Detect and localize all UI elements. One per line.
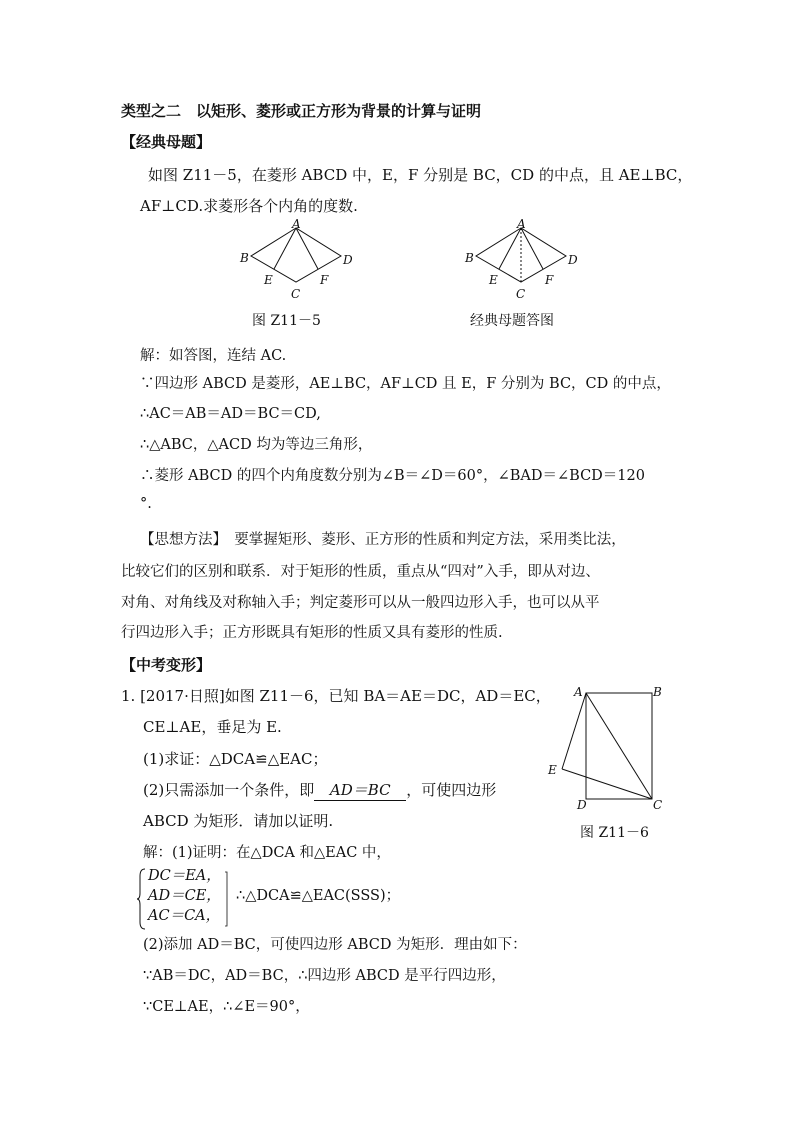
point-label-f: F: [545, 273, 554, 287]
variant-solution-part2-line2: ∵AB＝DC，AD＝BC，∴四边形 ABCD 是平行四边形，: [143, 968, 506, 984]
segment-ae: [274, 228, 296, 269]
variant-part2-line2: ABCD 为矩形．请加以证明.: [143, 812, 334, 830]
method-line1: 【思想方法】 要掌握矩形、菱形、正方形的性质和判定方法，采用类比法，: [140, 532, 626, 548]
segment-ae: [562, 693, 586, 769]
classic-solution-line6: °.: [140, 496, 152, 512]
method-line4: 行四边形入手；正方形既具有矩形的性质又具有菱形的性质.: [121, 625, 503, 641]
classic-solution-line3: ∴AC＝AB＝AD＝BC＝CD,: [140, 406, 321, 422]
segment-af: [296, 228, 318, 269]
point-label-e: E: [264, 273, 273, 287]
figure1-caption: 图 Z11－5: [252, 313, 321, 329]
point-label-c: C: [516, 287, 526, 301]
point-label-a: A: [517, 218, 526, 231]
variant-part2: [143, 780, 496, 801]
point-label-e: E: [489, 273, 498, 287]
point-label-a: A: [574, 685, 583, 699]
equation-system: [148, 866, 221, 926]
system-right-bracket: [224, 868, 232, 930]
system-eq-1: DC＝EA，: [148, 868, 221, 884]
system-brace: [137, 868, 147, 930]
variant-part2-prefix: (2)只需添加一个条件，即: [143, 781, 315, 799]
figure-z11-5-rhombus: [236, 218, 356, 304]
point-label-b: B: [465, 251, 474, 265]
point-label-c: C: [291, 287, 301, 301]
answer-blank: AD＝BC: [314, 780, 406, 801]
section-title: 类型之二 以矩形、菱形或正方形为背景的计算与证明: [121, 102, 482, 120]
variant-problem-line1: 1. [2017·日照]如图 Z11－6，已知 BA＝AE＝DC，AD＝EC，: [121, 687, 551, 705]
point-label-c: C: [653, 798, 663, 810]
point-label-b: B: [240, 251, 249, 265]
figure2-caption: 经典母题答图: [470, 313, 554, 329]
variant-part2-suffix: ，可使四边形: [406, 781, 497, 799]
classic-header: 【经典母题】: [121, 133, 212, 151]
diagonal-ac: [586, 693, 652, 799]
variant-problem-line2: CE⊥AE，垂足为 E.: [143, 718, 282, 736]
point-label-d: D: [577, 798, 587, 810]
figure3-caption: 图 Z11－6: [580, 825, 649, 841]
classic-problem-line2: AF⊥CD.求菱形各个内角的度数.: [140, 197, 358, 215]
point-label-d: D: [343, 253, 353, 267]
segment-af: [521, 228, 543, 269]
point-label-e: E: [548, 763, 557, 777]
variant-solution-intro: 解：(1)证明：在△DCA 和△EAC 中，: [143, 845, 391, 861]
variant-solution-part2-line3: ∵CE⊥AE，∴∠E＝90°，: [143, 999, 310, 1015]
classic-solution-line1: 解：如答图，连结 AC.: [140, 348, 287, 364]
variant-header: 【中考变形】: [121, 656, 212, 674]
point-label-a: A: [292, 218, 301, 231]
method-line2: 比较它们的区别和联系．对于矩形的性质，重点从“四对”入手，即从对边、: [121, 564, 600, 580]
point-label-b: B: [653, 685, 662, 699]
figure-answer-rhombus: [461, 218, 581, 304]
point-label-d: D: [568, 253, 578, 267]
variant-solution-part2-line1: (2)添加 AD＝BC，可使四边形 ABCD 为矩形．理由如下：: [143, 937, 527, 953]
classic-problem-line1: 如图 Z11－5，在菱形 ABCD 中，E，F 分别是 BC，CD 的中点，且 AE⊥BC，: [148, 166, 693, 184]
variant-part1: (1)求证：△DCA≌△EAC；: [143, 750, 328, 768]
segment-ae: [499, 228, 521, 269]
method-line3: 对角、对角线及对称轴入手；判定菱形可以从一般四边形入手，也可以从平: [121, 595, 600, 611]
point-label-f: F: [320, 273, 329, 287]
system-eq-2: AD＝CE，: [148, 888, 221, 904]
segment-ec: [562, 769, 652, 799]
classic-solution-line5: ∴菱形 ABCD 的四个内角度数分别为∠B＝∠D＝60°，∠BAD＝∠BCD＝120: [140, 468, 645, 484]
system-eq-3: AC＝CA，: [148, 908, 221, 924]
classic-solution-line2: ∵四边形 ABCD 是菱形，AE⊥BC，AF⊥CD 且 E，F 分别为 BC，CD 的中点，: [140, 376, 671, 392]
variant-solution-conclusion: ∴△DCA≌△EAC(SSS)；: [236, 888, 401, 904]
figure-z11-6-rectangle: [540, 682, 670, 810]
classic-solution-line4: ∴△ABC，△ACD 均为等边三角形，: [140, 437, 373, 453]
